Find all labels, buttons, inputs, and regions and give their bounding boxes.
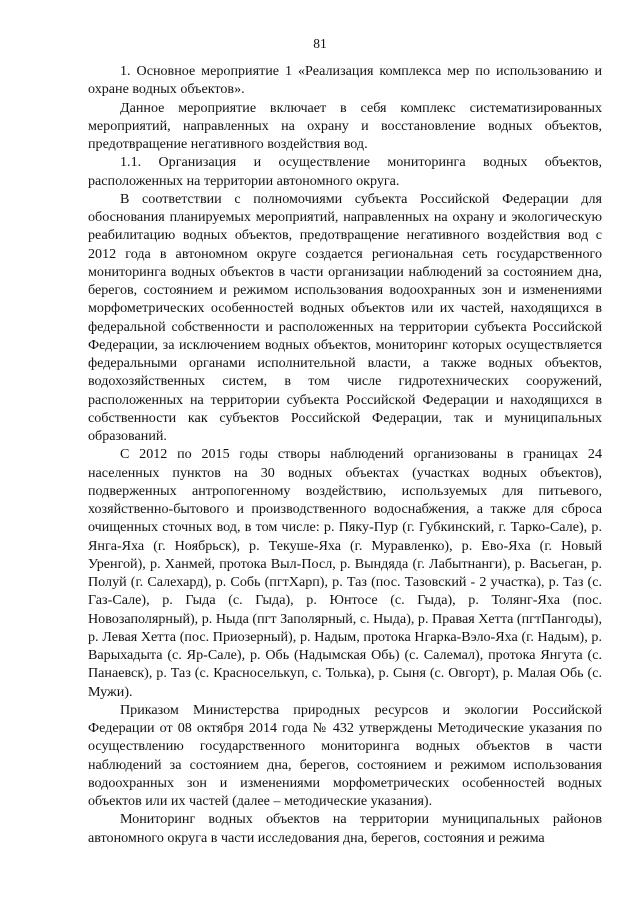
paragraph-subsection-heading: 1.1. Организация и осуществление мониторинга водных объектов, расположенных на территории автономного округа. — [88, 154, 602, 189]
paragraph-ministry-order: Приказом Министерства природных ресурсов и экологии Российской Федерации от 08 октября 2014 года № 432 утверждены Методические указания по осуществлению государственного мониторинга водных объектов в части наблюдений за состоянием дна, берегов, состоянием и режимом использования водоохранных зон и изменениями морфометрических особенностей водных объектов или их частей (далее – методические указания). — [88, 701, 602, 809]
paragraph-activity-description: Данное мероприятие включает в себя комплекс систематизированных мероприятий, направленных на охрану и восстановление водных объектов, предотвращение негативного воздействия вод. — [88, 99, 602, 152]
document-body — [88, 62, 602, 847]
paragraph-municipal-monitoring: Мониторинг водных объектов на территории муниципальных районов автономного округа в части исследования дна, берегов, состояния и режима — [88, 811, 602, 846]
page-number: 81 — [313, 36, 327, 51]
paragraph-observation-sites: С 2012 по 2015 годы створы наблюдений организованы в границах 24 населенных пунктов на 30 водных объектах (участках водных объектов), подверженных антропогенному воздействию, используемых для питьевого, хозяйственно-бытового и производственного водоснабжения, а также для сброса очищенных сточных вод, в том числе: р. Пяку-Пур (г. Губкинский, г. Тарко-Сале), р. Янга-Яха (г. Ноябрьск), р. Текуше-Яха (г. Муравленко), р. Ево-Яха (г. Новый Уренгой), р. Ханмей, протока Выл-Посл, р. Вындяда (г. Лабытнанги), р. Васьеган, р. Полуй (г. Салехард), р. Собь (пгтХарп), р. Таз (пос. Тазовский - 2 участка), р. Таз (с. Газ-Сале), р. Гыда (с. Гыда), р. Юнтосе (с. Гыда), р. Толянг-Яха (пос. Новозаполярный), р. Ныда (пгт Заполярный, с. Ныда), р. Правая Хетта (пгтПангоды), р. Левая Хетта (пос. Приозерный), р. Надым, протока Нгарка-Вэло-Яха (г. Надым), р. Варыхадыта (с. Яр-Сале), р. Обь (Надымская Обь) (с. Салемал), протока Янгута (с. Панаевск), р. Таз (с. Красноселькуп, с. Толька), р. Сыня (с. Овгорт), р. Малая Обь (с. Мужи). — [88, 446, 603, 700]
paragraph-main-activity-heading: 1. Основное мероприятие 1 «Реализация комплекса мер по использованию и охране водных объектов». — [88, 63, 602, 98]
paragraph-monitoring-network: В соответствии с полномочиями субъекта Российской Федерации для обоснования планируемых мероприятий, направленных на охрану и экологическую реабилитацию водных объектов, предотвращение негативного воздействия вод с 2012 года в автономном округе создается региональная сеть государственного мониторинга водных объектов в части организации наблюдений за состоянием дна, берегов, состоянием и режимом использования водоохранных зон и изменениями морфометрических особенностей водных объектов или их частей, находящихся в федеральной собственности и расположенных на территории субъекта Российской Федерации, за исключением водных объектов, мониторинг которых осуществляется федеральными органами исполнительной власти, а также водных объектов, водохозяйственных систем, в том числе гидротехнических сооружений, расположенных на территории субъекта Российской Федерации и находящихся в собственности как субъектов Российской Федерации, так и муниципальных образований. — [88, 190, 602, 444]
